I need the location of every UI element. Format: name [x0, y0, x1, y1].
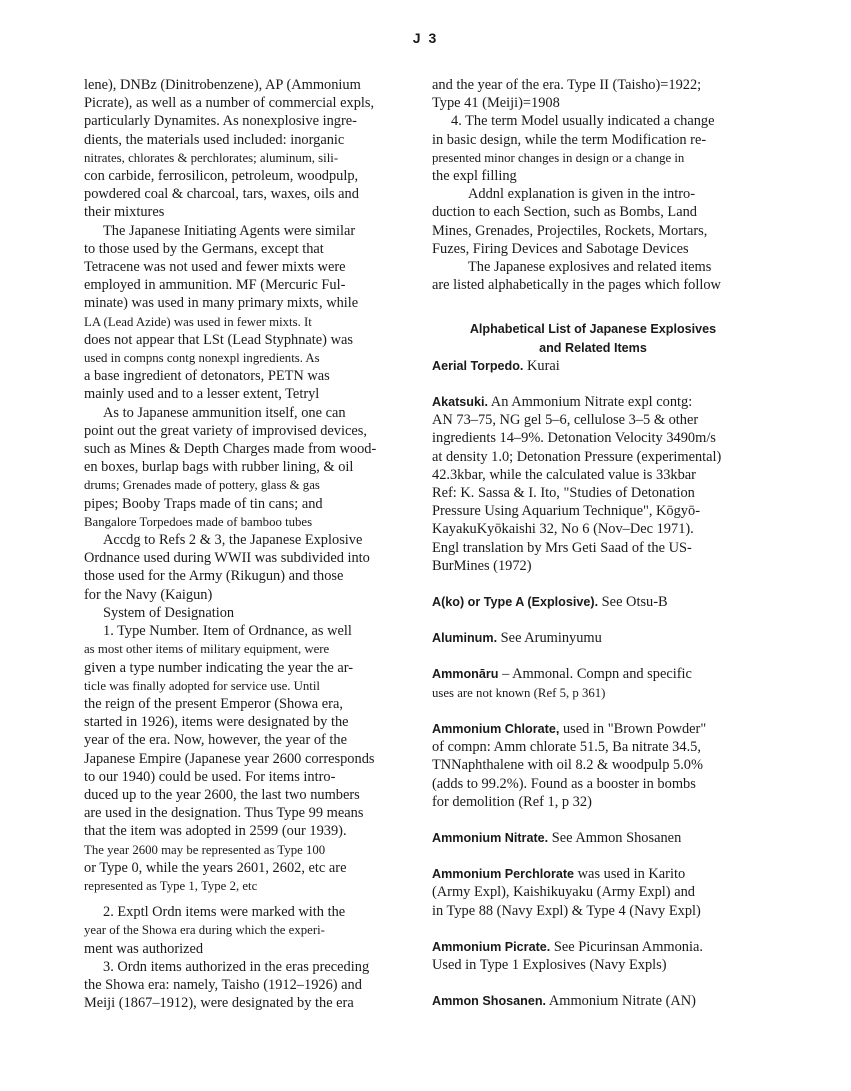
entry-text: was used in Karito	[574, 866, 686, 883]
text-line: Ordnance used during WWII was subdivided into	[84, 550, 370, 567]
text-line: ingredients 14–9%. Detonation Velocity 3490m/s	[432, 430, 716, 447]
line-gap	[432, 920, 754, 938]
entry-text: – Ammonal. Compn and specific	[498, 666, 692, 683]
text-line: ticle was finally adopted for service use. Until	[84, 678, 320, 693]
text-line: (Army Expl), Kaishikuyaku (Army Expl) and	[432, 884, 695, 901]
text-line: 3. Ordn items authorized in the eras preceding	[103, 958, 370, 975]
text-line: The year 2600 may be represented as Type 100	[84, 842, 326, 857]
text-line: System of Designation	[103, 604, 235, 621]
text-line: and the year of the era. Type II (Taisho)=1922;	[432, 77, 702, 93]
entry-text: See Otsu-B	[598, 594, 668, 611]
text-line: year of the Showa era during which the experi-	[84, 923, 325, 938]
text-line: given a type number indicating the year the ar-	[84, 659, 354, 676]
text-line: en boxes, burlap bags with rubber lining, & oil	[84, 459, 354, 476]
text-line: for the Navy (Kaigun)	[84, 586, 213, 603]
text-line: year of the era. Now, however, the year of the	[84, 732, 347, 749]
text-line: used in compns contg nonexpl ingredients. As	[84, 351, 320, 366]
text-line: Type 41 (Meiji)=1908	[432, 95, 560, 112]
text-line: duction to each Section, such as Bombs, Land	[432, 204, 697, 221]
text-line: nitrates, chlorates & perchlorates; aluminum, sili-	[84, 150, 339, 165]
entry-term: Ammonium Picrate.	[432, 939, 551, 954]
glossary-entry	[432, 393, 754, 411]
text-line: The Japanese Initiating Agents were similar	[103, 222, 356, 239]
text-line: Bangalore Torpedoes made of bamboo tubes	[84, 514, 313, 529]
entry-term: Ammonāru	[432, 667, 499, 682]
text-line: duced up to the year 2600, the last two numbers	[84, 786, 360, 803]
text-line: LA (Lead Azide) was used in fewer mixts. It	[84, 314, 312, 329]
line-gap	[432, 575, 754, 593]
text-line: to those used by the Germans, except that	[84, 240, 324, 257]
text-line: their mixtures	[84, 204, 165, 221]
page-number: J 3	[412, 30, 439, 46]
entry-text: Ammonium Nitrate (AN)	[546, 993, 696, 1010]
text-line: that the item was adopted in 2599 (our 1939).	[84, 823, 347, 840]
line-gap	[84, 895, 406, 903]
text-line: dients, the materials used included: inorganic	[84, 131, 345, 148]
line-gap	[432, 375, 754, 393]
entry-term: Aerial Torpedo.	[432, 358, 524, 373]
text-line: the expl filling	[432, 168, 517, 185]
text-line: 1. Type Number. Item of Ordnance, as well	[103, 623, 352, 640]
text-line: presented minor changes in design or a change in	[432, 150, 685, 165]
text-line: a base ingredient of detonators, PETN was	[84, 368, 330, 385]
text-line: for demolition (Ref 1, p 32)	[432, 793, 592, 810]
text-line: are listed alphabetically in the pages which follow	[432, 277, 721, 294]
text-line: Japanese Empire (Japanese year 2600 corresponds	[84, 750, 375, 767]
text-line: con carbide, ferrosilicon, petroleum, woodpulp,	[84, 168, 359, 185]
text-line: are used in the designation. Thus Type 99 means	[84, 805, 364, 822]
entry-text: An Ammonium Nitrate expl contg:	[488, 394, 693, 411]
text-line: (adds to 99.2%). Found as a booster in bombs	[432, 775, 696, 792]
line-gap	[432, 847, 754, 865]
entry-text: Kurai	[523, 357, 560, 374]
text-line: Meiji (1867–1912), were designated by the era	[84, 995, 354, 1012]
glossary-entry	[432, 992, 754, 1010]
text-line: As to Japanese ammunition itself, one can	[103, 404, 346, 421]
glossary-entry	[432, 593, 754, 611]
text-line: 42.3kbar, while the calculated value is 33kbar	[432, 466, 696, 483]
line-gap	[432, 974, 754, 992]
text-line: mainly used and to a lesser extent, Tetryl	[84, 386, 320, 403]
text-line: does not appear that LSt (Lead Styphnate) was	[84, 331, 353, 348]
line-gap	[432, 611, 754, 629]
text-line: AN 73–75, NG gel 5–6, cellulose 3–5 & other	[432, 412, 699, 429]
text-line: uses are not known (Ref 5, p 361)	[432, 685, 606, 700]
left-column	[84, 76, 406, 1012]
glossary-entry	[432, 357, 754, 375]
text-line: represented as Type 1, Type 2, etc	[84, 878, 258, 893]
text-line: particularly Dynamites. As nonexplosive ingre-	[84, 113, 357, 130]
line-gap	[432, 647, 754, 665]
line-gap	[432, 702, 754, 720]
glossary-entry	[432, 938, 754, 956]
glossary-entry	[432, 665, 754, 683]
text-line: TNNaphthalene with oil 8.2 & woodpulp 5.0%	[432, 757, 703, 774]
entry-term: Ammonium Nitrate.	[432, 830, 549, 845]
text-line: the Showa era: namely, Taisho (1912–1926) and	[84, 976, 362, 993]
text-line: Fuzes, Firing Devices and Sabotage Devices	[432, 240, 689, 257]
text-line: Picrate), as well as a number of commercial expls,	[84, 95, 375, 112]
text-line: Addnl explanation is given in the intro-	[468, 186, 696, 203]
glossary-entry	[432, 829, 754, 847]
entry-term: Ammon Shosanen.	[432, 994, 547, 1009]
text-line: Pressure Using Aquarium Technique", Kōgyō-	[432, 503, 700, 520]
text-line: powdered coal & charcoal, tars, waxes, oils and	[84, 186, 359, 203]
line-gap	[432, 811, 754, 829]
text-line: 2. Exptl Ordn items were marked with the	[103, 904, 346, 921]
text-line: at density 1.0; Detonation Pressure (experimental)	[432, 448, 722, 465]
glossary-entry	[432, 629, 754, 647]
entry-term: Ammonium Chlorate,	[432, 721, 560, 736]
text-line: Used in Type 1 Explosives (Navy Expls)	[432, 956, 667, 973]
right-column	[432, 76, 754, 1010]
entry-text: used in "Brown Powder"	[559, 720, 707, 737]
text-line: to our 1940) could be used. For items intro-	[84, 768, 336, 785]
text-line: Tetracene was not used and fewer mixts were	[84, 259, 346, 276]
text-line: Mines, Grenades, Projectiles, Rockets, Mortars,	[432, 222, 708, 239]
glossary-entry	[432, 720, 754, 738]
entry-term: Aluminum.	[432, 631, 498, 646]
text-line: KayakuKyōkaishi 32, No 6 (Nov–Dec 1971).	[432, 521, 694, 538]
text-line: ment was authorized	[84, 940, 204, 957]
text-line: Accdg to Refs 2 & 3, the Japanese Explosive	[103, 532, 363, 549]
text-line: started in 1926), items were designated by the	[84, 714, 349, 731]
glossary-entry	[432, 865, 754, 883]
text-line: in basic design, while the term Modification re-	[432, 131, 707, 148]
text-line: employed in ammunition. MF (Mercuric Ful-	[84, 277, 346, 294]
text-line: in Type 88 (Navy Expl) & Type 4 (Navy Expl)	[432, 902, 701, 919]
text-line: drums; Grenades made of pottery, glass & gas	[84, 478, 320, 493]
text-line: of compn: Amm chlorate 51.5, Ba nitrate 34.5,	[432, 739, 701, 756]
text-line: such as Mines & Depth Charges made from wood-	[84, 441, 377, 458]
entry-term: Ammonium Perchlorate	[432, 867, 575, 882]
text-line: Ref: K. Sassa & I. Ito, "Studies of Detonation	[432, 485, 695, 502]
text-line: minate) was used in many primary mixts, while	[84, 295, 359, 312]
text-line: as most other items of military equipment, were	[84, 642, 330, 657]
entry-text: See Picurinsan Ammonia.	[550, 938, 703, 955]
text-line: pipes; Booby Traps made of tin cans; and	[84, 495, 323, 512]
section-heading: Alphabetical List of Japanese Explosives	[469, 322, 717, 337]
text-line: BurMines (1972)	[432, 557, 532, 574]
text-line: or Type 0, while the years 2601, 2602, etc are	[84, 859, 347, 876]
entry-term: A(ko) or Type A (Explosive).	[432, 595, 599, 610]
text-line: those used for the Army (Rikugun) and those	[84, 568, 344, 585]
text-line: The Japanese explosives and related items	[468, 259, 712, 276]
entry-text: See Aruminyumu	[497, 630, 602, 647]
entry-text: See Ammon Shosanen	[548, 829, 682, 846]
line-gap	[432, 294, 754, 320]
text-line: 4. The term Model usually indicated a change	[451, 113, 715, 130]
text-line: point out the great variety of improvised devices,	[84, 422, 367, 439]
text-line: Engl translation by Mrs Geti Saad of the US-	[432, 539, 692, 556]
text-line: the reign of the present Emperor (Showa era,	[84, 695, 343, 712]
section-heading: and Related Items	[539, 340, 647, 355]
entry-term: Akatsuki.	[432, 395, 488, 410]
text-line: lene), DNBz (Dinitrobenzene), AP (Ammonium	[84, 77, 361, 93]
